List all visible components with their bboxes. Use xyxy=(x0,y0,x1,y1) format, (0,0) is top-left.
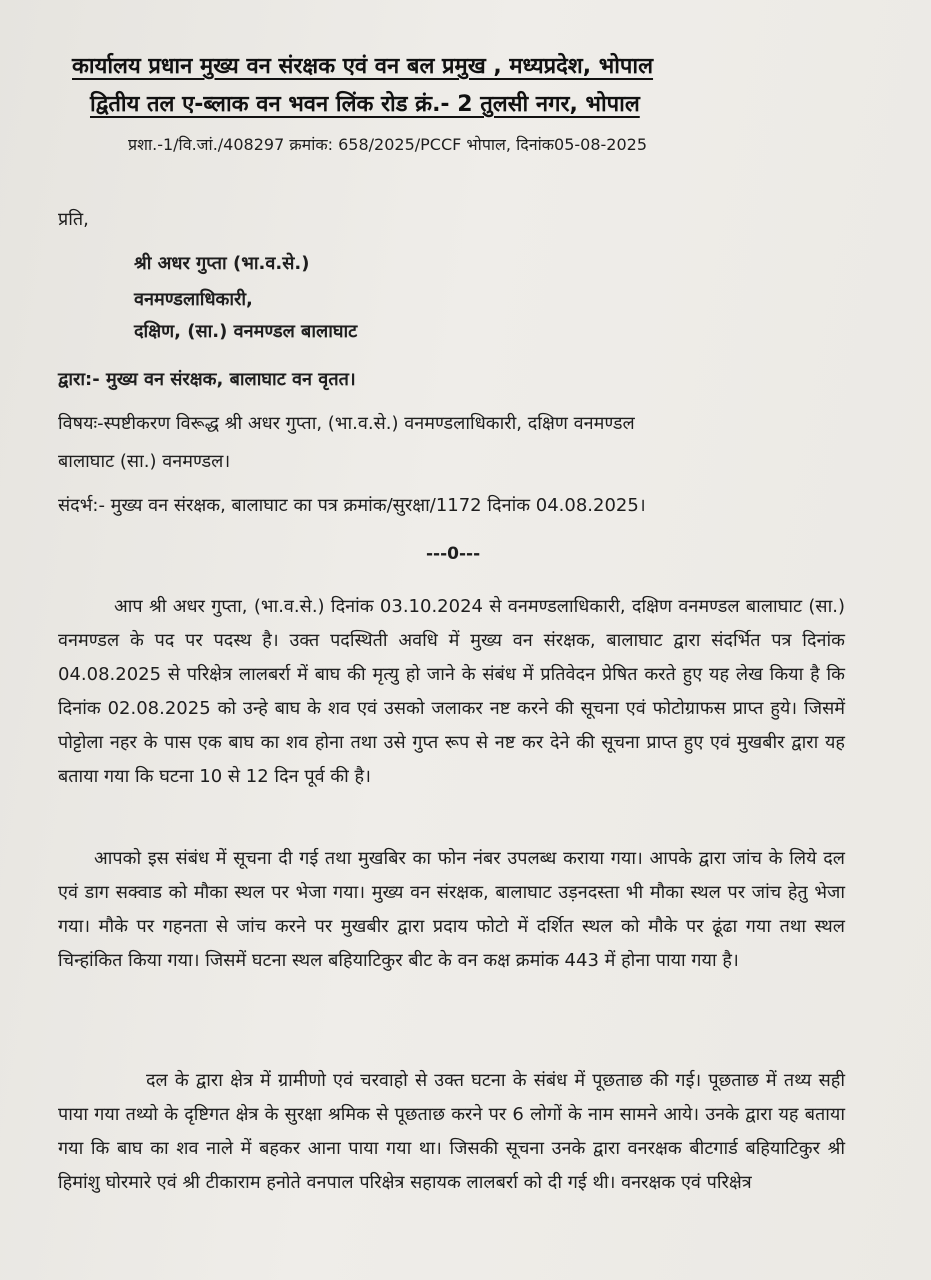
reference-line: संदर्भ:- मुख्य वन संरक्षक, बालाघाट का पत्र क्रमांक/सुरक्षा/1172 दिनांक 04.08.2025। xyxy=(58,495,646,516)
paragraph-2-text: आपको इस संबंध में सूचना दी गई तथा मुखबिर का फोन नंबर उपलब्ध कराया गया। आपके द्वारा जांच के लिये दल एवं डाग सक्वाड को मौका स्थल पर भेजा गया। मुख्य वन संरक्षक, बालाघाट उड़नदस्ता भी मौका स्थल पर जांच हेतु भेजा गया। मौके पर गहनता से जांच करने पर मुखबीर द्वारा प्रदाय फोटो में दर्शित स्थल को मौके पर ढूंढा गया तथा स्थल चिन्हांकित किया गया। जिसमें घटना स्थल बहियाटिकुर बीट के वन कक्ष क्रमांक 443 में होना पाया गया है। xyxy=(58,848,845,971)
paragraph-3-text: दल के द्वारा क्षेत्र में ग्रामीणो एवं चरवाहो से उक्त घटना के संबंध में पूछताछ की गई। पूछताछ में तथ्य सही पाया गया तथ्यो के दृष्टिगत क्षेत्र के सुरक्षा श्रमिक से पूछताछ करने पर 6 लोगों के नाम सामने आये। उनके द्वारा यह बताया गया कि बाघ का शव नाले में बहकर आना पाया गया था। जिसकी सूचना उनके द्वारा वनरक्षक बीटगार्ड बहियाटिकुर श्री हिमांशु घोरमारे एवं श्री टीकाराम हनोते वनपाल परिक्षेत्र सहायक लालबर्रा को दी गई थी। वनरक्षक एवं परिक्षेत्र xyxy=(58,1070,845,1193)
paragraph-2 xyxy=(58,842,845,978)
office-heading: कार्यालय प्रधान मुख्य वन संरक्षक एवं वन बल प्रमुख , मध्यप्रदेश, भोपाल xyxy=(72,54,654,79)
through-line: द्वारा:- मुख्य वन संरक्षक, बालाघाट वन वृतत। xyxy=(58,369,356,390)
address-heading: द्वितीय तल ए-ब्लाक वन भवन लिंक रोड क्रं.- 2 तुलसी नगर, भोपाल xyxy=(90,92,640,117)
subject-line-1: विषयः-स्पष्टीकरण विरूद्ध श्री अधर गुप्ता, (भा.व.से.) वनमण्डलाधिकारी, दक्षिण वनमण्डल xyxy=(58,413,635,434)
paragraph-3 xyxy=(58,1064,845,1200)
recipient-division: दक्षिण, (सा.) वनमण्डल बालाघाट xyxy=(134,321,358,342)
separator: ---0--- xyxy=(426,544,481,564)
paragraph-1 xyxy=(58,590,845,794)
recipient-designation: वनमण्डलाधिकारी, xyxy=(134,289,253,310)
subject-line-2: बालाघाट (सा.) वनमण्डल। xyxy=(58,451,231,472)
paragraph-1-text: आप श्री अधर गुप्ता, (भा.व.से.) दिनांक 03.10.2024 से वनमण्डलाधिकारी, दक्षिण वनमण्डल बालाघाट (सा.) वनमण्डल के पद पर पदस्थ है। उक्त पदस्थिती अवधि में मुख्य वन संरक्षक, बालाघाट द्वारा संदर्भित पत्र दिनांक 04.08.2025 से परिक्षेत्र लालबर्रा में बाघ की मृत्यु हो जाने के संबंध में प्रतिवेदन प्रेषित करते हुए यह लेख किया है कि दिनांक 02.08.2025 को उन्हे बाघ के शव एवं उसको जलाकर नष्ट करने की सूचना एवं फोटोग्राफस प्राप्त हुये। जिसमें पोट्टोला नहर के पास एक बाघ का शव होना तथा उसे गुप्त रूप से नष्ट कर देने की सूचना प्राप्त हुए एवं मुखबीर द्वारा यह बताया गया कि घटना 10 से 12 दिन पूर्व की है। xyxy=(58,596,845,787)
recipient-name: श्री अधर गुप्ता (भा.व.से.) xyxy=(134,253,310,274)
letter-reference-number: प्रशा.-1/वि.जां./408297 क्रमांक: 658/2025/PCCF भोपाल, दिनांक05-08-2025 xyxy=(128,135,648,154)
prati-label: प्रति, xyxy=(58,209,89,230)
